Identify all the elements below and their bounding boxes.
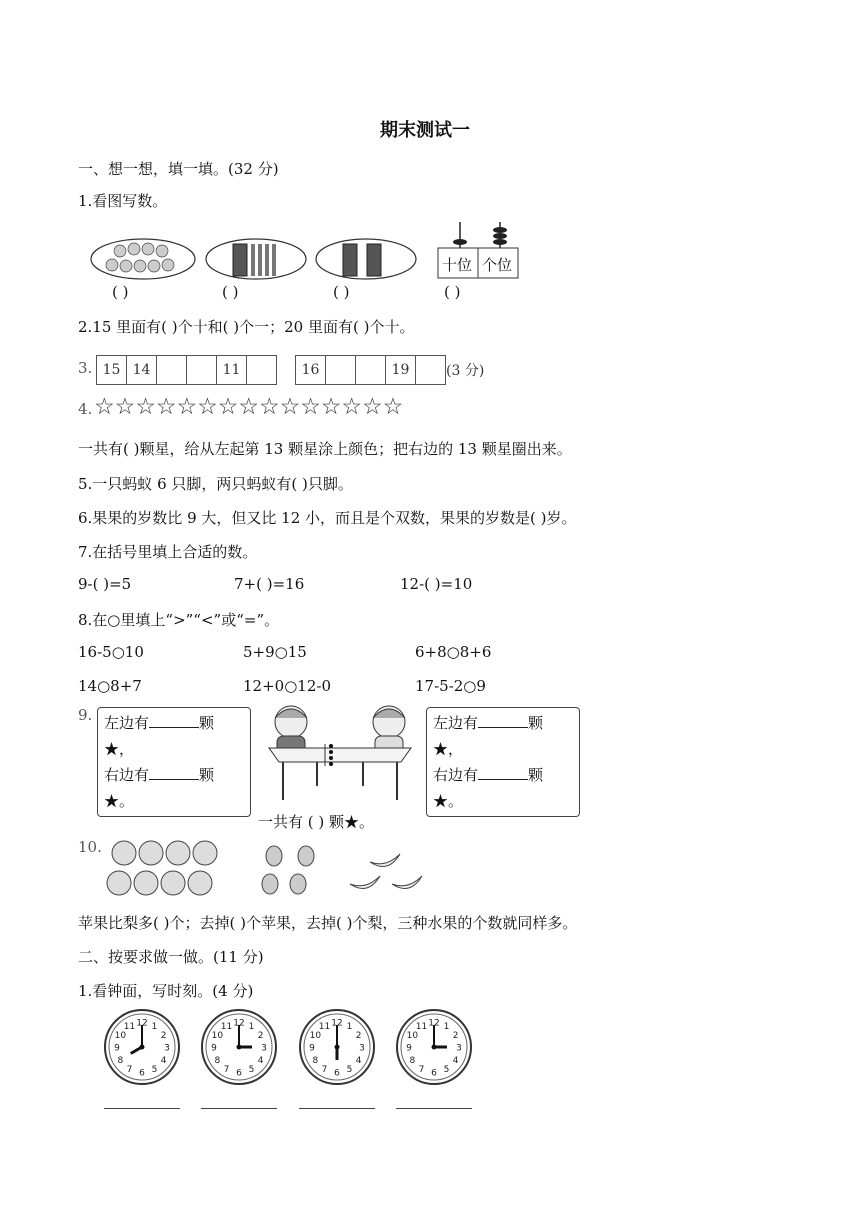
clock-numeral: 12 — [428, 1018, 440, 1029]
clock-numeral: 10 — [211, 1031, 224, 1041]
q6-text: 6.果果的岁数比 9 大，但又比 12 小，而且是个双数，果果的岁数是( )岁。 — [78, 509, 577, 527]
clock-numeral: 7 — [321, 1065, 328, 1076]
clock-numeral: 7 — [126, 1065, 133, 1076]
q1-answer-2[interactable]: ( ) — [222, 283, 239, 301]
clock-numeral: 1 — [346, 1021, 353, 1032]
clock-numeral: 2 — [160, 1031, 167, 1041]
q10-text: 苹果比梨多( )个；去掉( )个苹果，去掉( )个梨，三种水果的个数就同样多。 — [78, 914, 578, 932]
q1-answer-4[interactable]: ( ) — [444, 283, 461, 301]
q8-label: 8.在○里填上“>”“<”或“=”。 — [78, 611, 280, 629]
q7-item-2[interactable]: 7+( )=16 — [234, 575, 305, 593]
clock-numeral: 4 — [355, 1056, 362, 1066]
clock-numeral: 3 — [261, 1043, 267, 1054]
clock-numeral: 1 — [151, 1021, 158, 1032]
q4-text: 一共有( )颗星，给从左起第 13 颗星涂上颜色；把右边的 13 颗星圈出来。 — [78, 440, 572, 458]
clock-answer-line-3[interactable] — [299, 1108, 375, 1109]
q8-item[interactable]: 14○8+7 — [78, 677, 142, 695]
q7-item-1[interactable]: 9-( )=5 — [78, 575, 132, 593]
clock-numeral: 11 — [415, 1021, 428, 1032]
clock-numeral: 9 — [309, 1043, 315, 1054]
abacus-ones-label: 个位 — [482, 256, 513, 274]
right-bubble-line-1: 左边有 — [433, 714, 479, 732]
clock-numeral: 3 — [359, 1043, 365, 1054]
clock-answer-line-4[interactable] — [396, 1108, 472, 1109]
clock-numeral: 12 — [331, 1018, 343, 1029]
clock-numeral: 2 — [355, 1031, 362, 1041]
clock-numeral: 11 — [123, 1021, 136, 1032]
q1-answer-3[interactable]: ( ) — [333, 283, 350, 301]
clock-numeral: 6 — [139, 1068, 145, 1079]
clock-numeral: 12 — [136, 1018, 148, 1029]
section-2-heading: 二、按要求做一做。(11 分) — [78, 948, 264, 966]
right-bubble-unit-1: 颗★， — [433, 714, 544, 758]
q8-item[interactable]: 12+0○12-0 — [243, 677, 331, 695]
q7-label: 7.在括号里填上合适的数。 — [78, 543, 258, 561]
clock-numeral: 6 — [431, 1068, 437, 1079]
clock-numeral: 10 — [309, 1031, 322, 1041]
clock-answer-line-1[interactable] — [104, 1108, 180, 1109]
clock-numeral: 11 — [318, 1021, 331, 1032]
clock-numeral: 7 — [418, 1065, 425, 1076]
left-bubble-line-1: 左边有 — [104, 714, 150, 732]
left-bubble-unit-2: 颗★。 — [104, 766, 215, 810]
q4-label: 4. — [78, 400, 93, 418]
q4-stars[interactable]: ☆☆☆☆☆☆☆☆☆☆☆☆☆☆☆ — [94, 394, 404, 420]
q3-cell[interactable]: 14 — [127, 356, 157, 384]
clock-numeral: 5 — [346, 1065, 353, 1076]
q3-cell[interactable]: 11 — [217, 356, 247, 384]
right-bubble-unit-2: 颗★。 — [433, 766, 544, 810]
left-bubble-line-2: 右边有 — [104, 766, 150, 784]
clock-face-1 — [105, 1010, 179, 1084]
section-1-heading: 一、想一想，填一填。(32 分) — [78, 160, 279, 178]
abacus-tens-label: 十位 — [442, 256, 473, 274]
q3-label: 3. — [78, 359, 93, 377]
q8-item[interactable]: 16-5○10 — [78, 643, 144, 661]
s2q1-label: 1.看钟面，写时刻。(4 分) — [78, 982, 254, 1000]
clock-numeral: 9 — [114, 1043, 120, 1054]
clock-numeral: 1 — [443, 1021, 450, 1032]
clock-numeral: 8 — [409, 1056, 416, 1066]
clock-face-4 — [397, 1010, 471, 1084]
clock-numeral: 9 — [406, 1043, 412, 1054]
q8-item[interactable]: 5+9○15 — [243, 643, 307, 661]
q7-item-3[interactable]: 12-( )=10 — [400, 575, 473, 593]
clock-numeral: 6 — [236, 1068, 242, 1079]
clock-numeral: 2 — [452, 1031, 459, 1041]
clock-numeral: 11 — [220, 1021, 233, 1032]
page-title: 期末测试一 — [380, 120, 470, 141]
clock-numeral: 8 — [214, 1056, 221, 1066]
q10-label: 10. — [78, 838, 102, 856]
clock-numeral: 10 — [406, 1031, 419, 1041]
q1-label: 1.看图写数。 — [78, 192, 168, 210]
left-bubble-unit-1: 颗★， — [104, 714, 215, 758]
clock-numeral: 3 — [456, 1043, 462, 1054]
clock-numeral: 4 — [452, 1056, 459, 1066]
clock-numeral: 4 — [160, 1056, 167, 1066]
clock-numeral: 4 — [257, 1056, 264, 1066]
q3-cell[interactable]: 19 — [386, 356, 416, 384]
clock-face-2 — [202, 1010, 276, 1084]
clock-numeral: 1 — [248, 1021, 255, 1032]
clock-numeral: 3 — [164, 1043, 170, 1054]
q2-text: 2.15 里面有( )个十和( )个一；20 里面有( )个十。 — [78, 318, 415, 336]
clock-numeral: 2 — [257, 1031, 264, 1041]
q9-total: 一共有 ( ) 颗★。 — [258, 813, 375, 831]
clock-numeral: 7 — [223, 1065, 230, 1076]
q8-item[interactable]: 6+8○8+6 — [415, 643, 492, 661]
q3-note: (3 分) — [446, 363, 485, 379]
clock-numeral: 10 — [114, 1031, 127, 1041]
clock-numeral: 8 — [117, 1056, 124, 1066]
clock-numeral: 5 — [151, 1065, 158, 1076]
q3-cell[interactable]: 15 — [97, 356, 127, 384]
clock-numeral: 8 — [312, 1056, 319, 1066]
q1-answer-1[interactable]: ( ) — [112, 283, 129, 301]
clock-face-3 — [300, 1010, 374, 1084]
clock-numeral: 9 — [211, 1043, 217, 1054]
q8-item[interactable]: 17-5-2○9 — [415, 677, 486, 695]
clock-numeral: 5 — [443, 1065, 450, 1076]
q3-cell[interactable]: 16 — [296, 356, 326, 384]
clock-numeral: 12 — [233, 1018, 245, 1029]
q5-text: 5.一只蚂蚁 6 只脚，两只蚂蚁有( )只脚。 — [78, 475, 353, 493]
right-bubble-line-2: 右边有 — [433, 766, 479, 784]
clock-numeral: 6 — [334, 1068, 340, 1079]
q9-label: 9. — [78, 706, 93, 724]
clock-answer-line-2[interactable] — [201, 1108, 277, 1109]
clock-numeral: 5 — [248, 1065, 255, 1076]
